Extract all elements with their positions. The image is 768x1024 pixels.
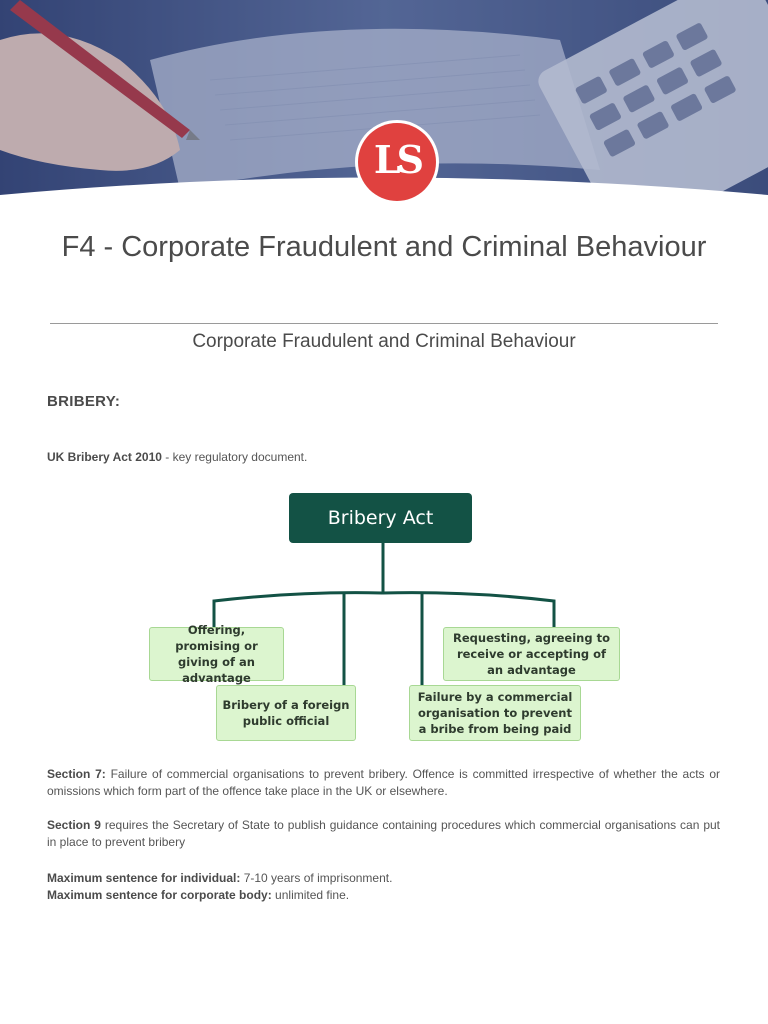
header-banner bbox=[0, 0, 768, 230]
page-subtitle: Corporate Fraudulent and Criminal Behaviour bbox=[192, 331, 576, 352]
sentence-corporate-label: Maximum sentence for corporate body: bbox=[47, 888, 272, 902]
intro-bold: UK Bribery Act 2010 bbox=[47, 450, 162, 464]
root-node-bribery-act: Bribery Act bbox=[289, 493, 472, 543]
section-9-paragraph bbox=[47, 817, 720, 851]
title-divider bbox=[50, 323, 718, 324]
intro-line bbox=[47, 450, 307, 464]
bribery-act-diagram bbox=[140, 488, 630, 748]
page-title: F4 - Corporate Fraudulent and Criminal Behaviour bbox=[61, 231, 707, 263]
leaf-foreign-official: Bribery of a foreign public official bbox=[216, 685, 356, 741]
section-7-label: Section 7: bbox=[47, 767, 106, 781]
section-7-text: Failure of commercial organisations to prevent bribery. Offence is committed irrespective of whether the acts or omissions which form part of the offence take place in the UK or elsewhere. bbox=[47, 767, 720, 798]
leaf-requesting-agreeing: Requesting, agreeing to receive or accepting of an advantage bbox=[443, 627, 620, 681]
ls-logo bbox=[358, 123, 436, 201]
sentence-individual bbox=[47, 870, 392, 887]
logo-text: LS bbox=[373, 137, 421, 182]
sentence-individual-value: 7-10 years of imprisonment. bbox=[240, 871, 393, 885]
section-9-label: Section 9 bbox=[47, 818, 101, 832]
leaf-failure-to-prevent: Failure by a commercial organisation to prevent a bribe from being paid bbox=[409, 685, 581, 741]
sentence-corporate bbox=[47, 887, 349, 904]
sentence-corporate-value: unlimited fine. bbox=[271, 888, 350, 902]
intro-rest: - key regulatory document. bbox=[161, 450, 308, 464]
sentence-individual-label: Maximum sentence for individual: bbox=[47, 871, 241, 885]
leaf-offering-promising: Offering, promising or giving of an advantage bbox=[149, 627, 284, 681]
section-9-text: requires the Secretary of State to publish guidance containing procedures which commercial organisations can put in place to prevent bribery bbox=[47, 818, 720, 849]
section-7-paragraph bbox=[47, 766, 720, 800]
section-heading-bribery: BRIBERY: bbox=[47, 393, 121, 410]
